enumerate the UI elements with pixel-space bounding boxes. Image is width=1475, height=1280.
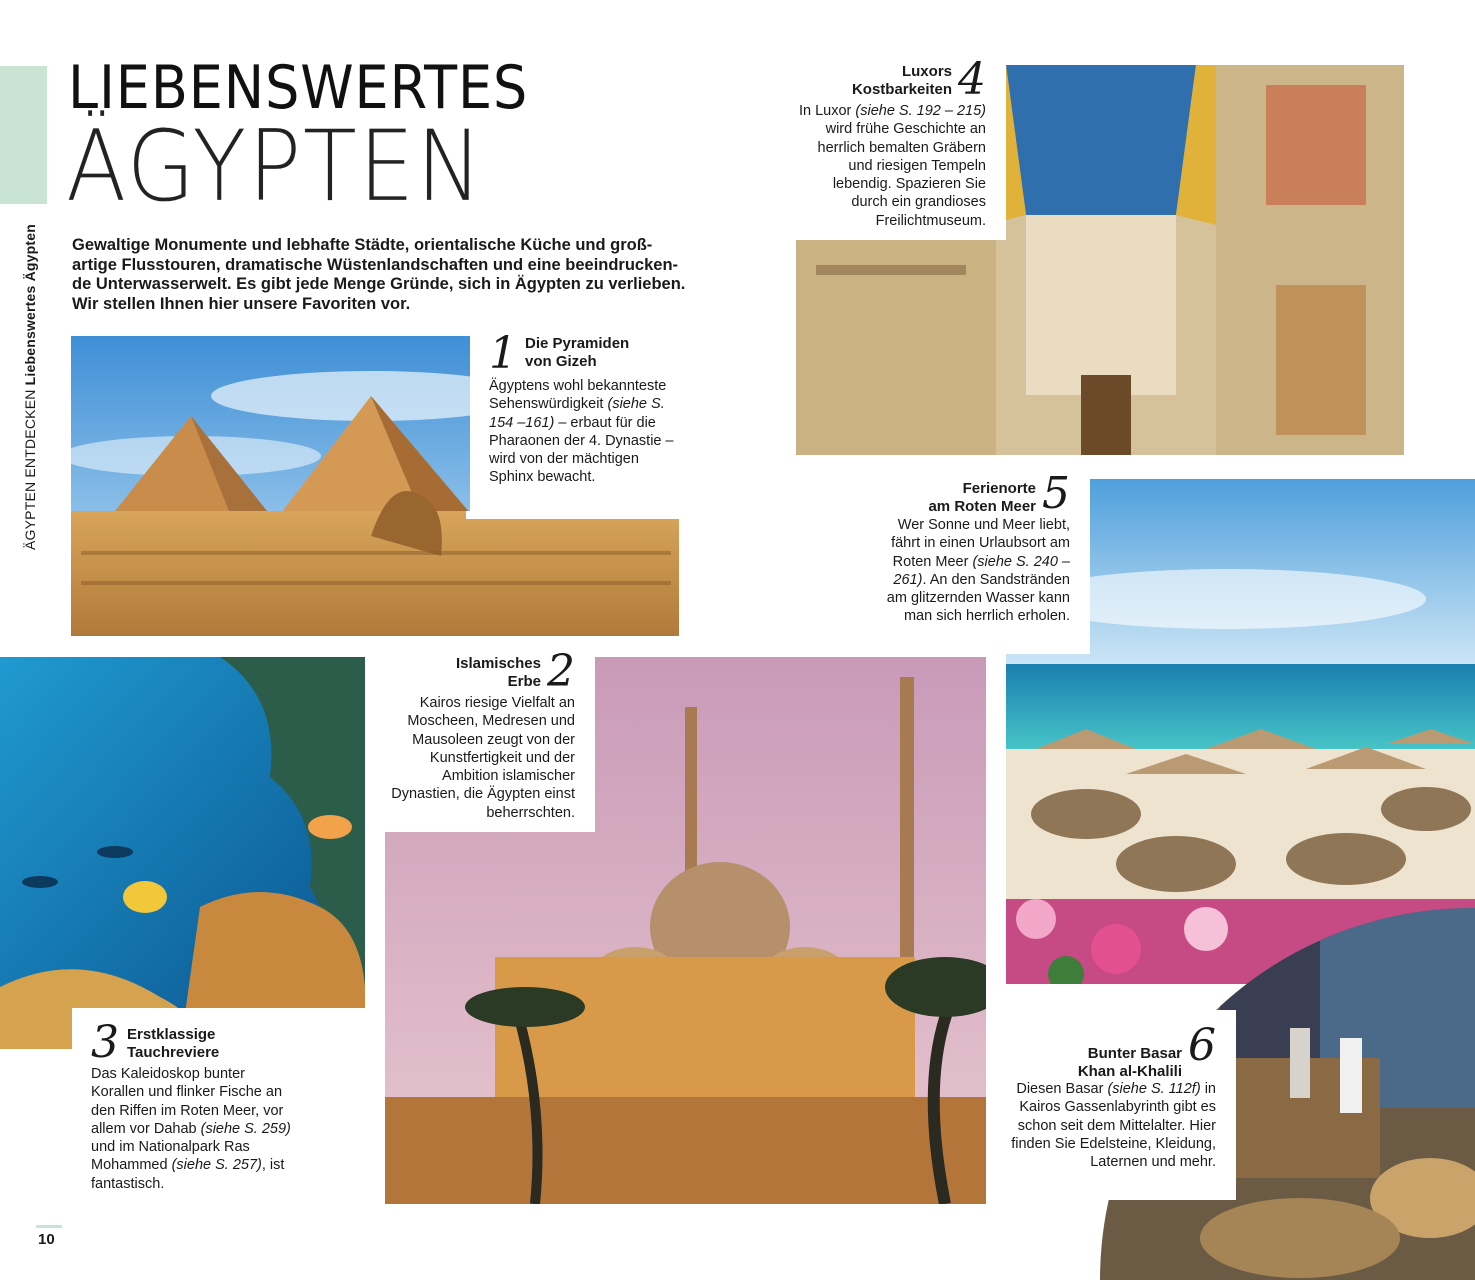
item-number-5: 5 <box>1042 468 1070 519</box>
item-text-6b: in Kairos Gassenlabyrinth gibt es schon seit dem Mittelalter. Hier finden Sie Edelsteine, Kleidung, Laternen und mehr. <box>1011 1081 1216 1171</box>
item-ref-3b: (siehe S. 257) <box>171 1157 262 1174</box>
caption-bazaar <box>1010 1020 1216 1171</box>
title-line-2: ÄGYPTEN <box>66 110 484 224</box>
item-ref-5: (siehe S. 240 – 261) <box>893 553 1070 588</box>
item-number-1: 1 <box>489 328 517 379</box>
item-text-1b: – erbaut für die Pharaonen der 4. Dynastie – wird von der mächtigen Sphinx bewacht. <box>489 414 674 486</box>
item-text-5b: . An den Sandstränden am glitzernden Wasser kann man sich herrlich erholen. <box>886 571 1070 625</box>
title-line-1: LIEBENSWERTES <box>68 53 529 123</box>
item-text-6a: Diesen Basar <box>1016 1081 1108 1097</box>
item-heading-2b: Erbe <box>507 672 541 690</box>
item-ref-3a: (siehe S. 259) <box>200 1120 291 1137</box>
item-ref-1: (siehe S. 154 –161) <box>489 396 665 431</box>
running-head-title: Liebenswertes Ägypten <box>22 224 38 386</box>
page-number-rule <box>36 1225 62 1228</box>
caption-beach <box>880 468 1070 626</box>
item-heading-2a: Islamisches <box>455 655 541 672</box>
caption-luxor <box>796 54 986 230</box>
item-text-2: Kairos riesige Vielfalt an Moscheen, Medresen und Mausoleen zeugt von der Kunstfertigkeit und der Ambition islamischer Dynastien, die Ägypten einst beherrschten. <box>391 695 575 821</box>
item-heading-3b: Tauchreviere <box>127 1043 220 1061</box>
item-heading-5a: Ferienorte <box>962 480 1036 497</box>
item-heading-1b: von Gizeh <box>525 352 597 370</box>
diving-photo <box>0 657 365 1049</box>
caption-mosque <box>385 646 575 822</box>
item-text-4a: In Luxor <box>798 103 856 119</box>
intro-text: Gewaltige Monumente und lebhafte Städte, orientalische Küche und groß-artige Flusstouren, dramatische Wüstenlandschaften und eine beeindrucken-de Unterwasserwelt. Es gibt jede Menge Gründe, sich in Ägypten zu verlieben. Wir stellen Ihnen hier unsere Favoriten vor. <box>72 236 686 313</box>
item-heading-1a: Die Pyramiden <box>525 335 630 352</box>
item-text-1a: Ägyptens wohl bekannteste Sehenswürdigkeit <box>489 378 667 413</box>
item-number-4: 4 <box>958 54 986 105</box>
item-text-3a: Das Kaleidoskop bunter Korallen und flinker Fische an den Riffen im Roten Meer, vor allem vor Dahab <box>91 1066 284 1137</box>
item-heading-3a: Erstklassige <box>127 1026 216 1043</box>
item-heading-5b: am Roten Meer <box>928 497 1036 515</box>
caption-diving <box>91 1017 296 1193</box>
item-heading-6b: Khan al-Khalili <box>1077 1062 1182 1080</box>
item-text-5a: Wer Sonne und Meer liebt, fährt in einen Urlaubsort am Roten Meer <box>891 517 1070 570</box>
item-text-3b: und im Nationalpark Ras Mohammed <box>91 1139 250 1174</box>
item-heading-6a: Bunter Basar <box>1087 1045 1182 1062</box>
item-heading-4b: Kostbarkeiten <box>851 80 952 98</box>
accent-bar <box>0 66 47 204</box>
item-heading-4a: Luxors <box>901 63 952 80</box>
item-number-2: 2 <box>547 646 575 697</box>
page-number: 10 <box>38 1231 55 1248</box>
item-ref-6: (siehe S. 112f) <box>1107 1081 1201 1097</box>
running-head-section: ÄGYPTEN ENTDECKEN <box>22 389 38 550</box>
item-ref-4: (siehe S. 192 – 215) <box>855 103 986 119</box>
running-head <box>22 224 38 550</box>
item-text-3c: , ist fantastisch. <box>91 1157 285 1192</box>
caption-pyramids <box>489 328 674 487</box>
item-text-4b: wird frühe Geschichte an herrlich bemalten Gräbern und riesigen Tempeln lebendig. Spazieren Sie durch ein grandioses Freilichtmuseum. <box>817 121 986 229</box>
item-number-6: 6 <box>1188 1020 1216 1071</box>
item-number-3: 3 <box>91 1017 119 1068</box>
